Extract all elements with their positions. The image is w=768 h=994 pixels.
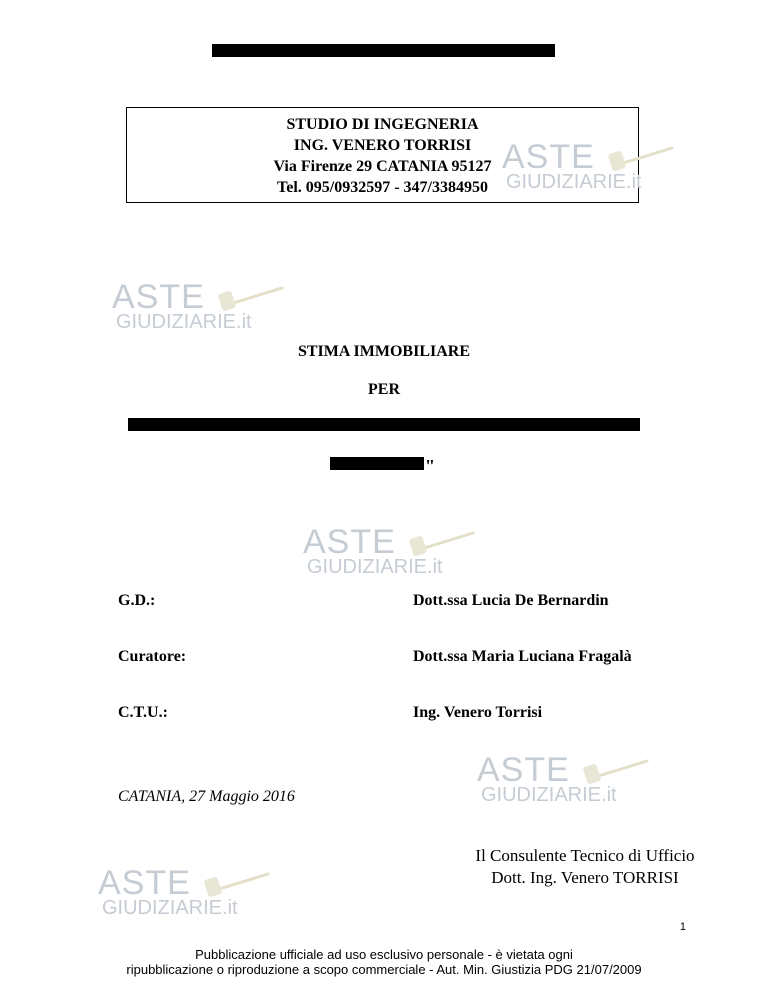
svg-text:GIUDIZIARIE.it: GIUDIZIARIE.it [481, 784, 617, 803]
redaction-bar-small [330, 457, 424, 470]
svg-text:ASTE: ASTE [303, 525, 396, 561]
studio-phone: Tel. 095/0932597 - 347/3384950 [277, 179, 488, 196]
document-title: STIMA IMMOBILIARE [297, 343, 471, 360]
role-value-gd: Dott.ssa Lucia De Bernardin [413, 592, 609, 609]
studio-address: Via Firenze 29 CATANIA 95127 [273, 158, 492, 175]
watermark-logo [98, 866, 278, 916]
role-label-curatore: Curatore: [118, 648, 187, 665]
role-label-ctu: C.T.U.: [118, 704, 168, 721]
role-value-curatore: Dott.ssa Maria Luciana Fragalà [413, 648, 632, 665]
redaction-bar-top [212, 44, 555, 57]
svg-text:GIUDIZIARIE.it: GIUDIZIARIE.it [102, 897, 238, 916]
signature-name: Dott. Ing. Venero TORRISI [491, 868, 679, 887]
watermark-logo [502, 140, 682, 190]
studio-name: STUDIO DI INGEGNERIA [286, 116, 479, 133]
svg-text:GIUDIZIARIE.it: GIUDIZIARIE.it [506, 171, 642, 190]
signature-role: Il Consulente Tecnico di Ufficio [475, 846, 695, 865]
svg-text:ASTE: ASTE [477, 753, 570, 789]
footer-line-2: ripubblicazione o riproduzione a scopo commerciale - Aut. Min. Giustizia PDG 21/07/2009 [126, 962, 642, 977]
document-subtitle: PER [368, 381, 400, 398]
closing-quote: " [425, 456, 435, 476]
watermark-logo [477, 753, 657, 803]
svg-text:GIUDIZIARIE.it: GIUDIZIARIE.it [307, 556, 443, 575]
footer-line-1: Pubblicazione ufficiale ad uso esclusivo personale - è vietata ogni [195, 947, 573, 962]
svg-text:ASTE: ASTE [98, 866, 191, 902]
watermark-logo [112, 280, 292, 330]
role-value-ctu: Ing. Venero Torrisi [413, 704, 543, 721]
watermark-logo [303, 525, 483, 575]
svg-text:GIUDIZIARIE.it: GIUDIZIARIE.it [116, 311, 252, 330]
role-label-gd: G.D.: [118, 592, 156, 609]
engineer-name: ING. VENERO TORRISI [293, 137, 472, 154]
page-number: 1 [679, 921, 686, 933]
svg-text:ASTE: ASTE [112, 280, 205, 316]
redaction-bar-middle [128, 418, 640, 431]
place-date: CATANIA, 27 Maggio 2016 [118, 788, 295, 805]
svg-text:ASTE: ASTE [502, 140, 595, 176]
